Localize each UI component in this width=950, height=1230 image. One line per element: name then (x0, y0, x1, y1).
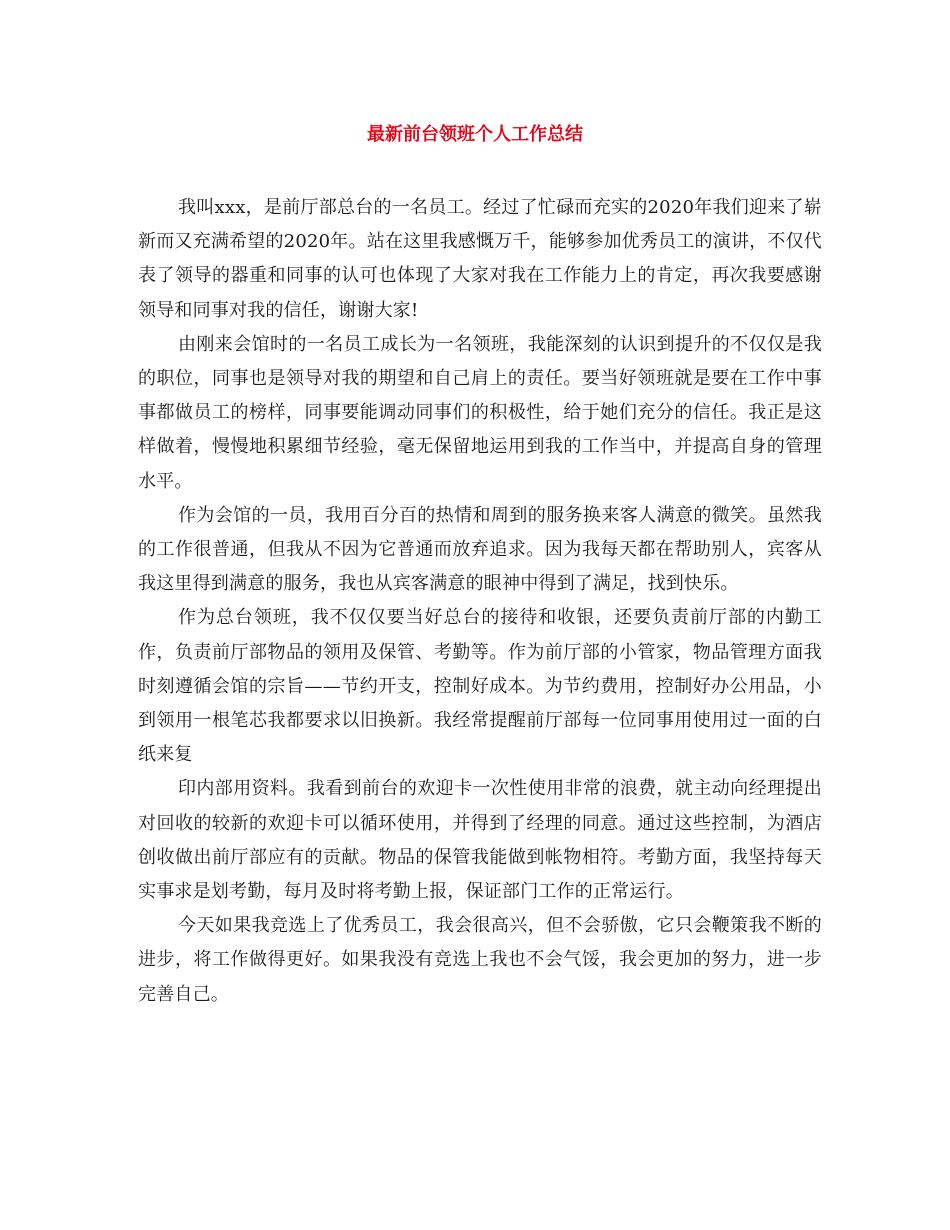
paragraph-2: 由刚来会馆时的一名员工成长为一名领班，我能深刻的认识到提升的不仅仅是我的职位，同事也是领导对我的期望和自己肩上的责任。要当好领班就是要在工作中事事都做员工的榜样，同事要能调动同事们的积极性，给于她们充分的信任。我正是这样做着，慢慢地积累细节经验，毫无保留地运用到我的工作当中，并提高自身的管理水平。 (138, 333, 822, 492)
paragraph-3: 作为会馆的一员，我用百分百的热情和周到的服务换来客人满意的微笑。虽然我的工作很普通，但我从不因为它普通而放弃追求。因为我每天都在帮助别人，宾客从我这里得到满意的服务，我也从宾客满意的眼神中得到了满足，找到快乐。 (138, 504, 822, 595)
document-title: 最新前台领班个人工作总结 (367, 124, 583, 145)
paragraph-5: 印内部用资料。我看到前台的欢迎卡一次性使用非常的浪费，就主动向经理提出对回收的较新的欢迎卡可以循环使用，并得到了经理的同意。通过这些控制，为酒店创收做出前厅部应有的贡献。物品的保管我能做到帐物相符。考勤方面，我坚持每天实事求是划考勤，每月及时将考勤上报，保证部门工作的正常运行。 (138, 778, 822, 903)
paragraph-1: 我叫xxx，是前厅部总台的一名员工。经过了忙碌而充实的2020年我们迎来了崭新而又充满希望的2020年。站在这里我感慨万千，能够参加优秀员工的演讲，不仅代表了领导的器重和同事的认可也体现了大家对我在工作能力上的肯定，再次我要感谢领导和同事对我的信任，谢谢大家! (138, 197, 822, 321)
paragraph-6: 今天如果我竞选上了优秀员工，我会很高兴，但不会骄傲，它只会鞭策我不断的进步，将工作做得更好。如果我没有竞选上我也不会气馁，我会更加的努力，进一步完善自己。 (138, 915, 822, 1005)
paragraph-4: 作为总台领班，我不仅仅要当好总台的接待和收银，还要负责前厅部的内勤工作，负责前厅部物品的领用及保管、考勤等。作为前厅部的小管家，物品管理方面我时刻遵循会馆的宗旨——节约开支，控制好成本。为节约费用，控制好办公用品，小到领用一根笔芯我都要求以旧换新。我经常提醒前厅部每一位同事用使用过一面的白纸来复 (138, 607, 822, 766)
document-body (138, 191, 822, 1012)
